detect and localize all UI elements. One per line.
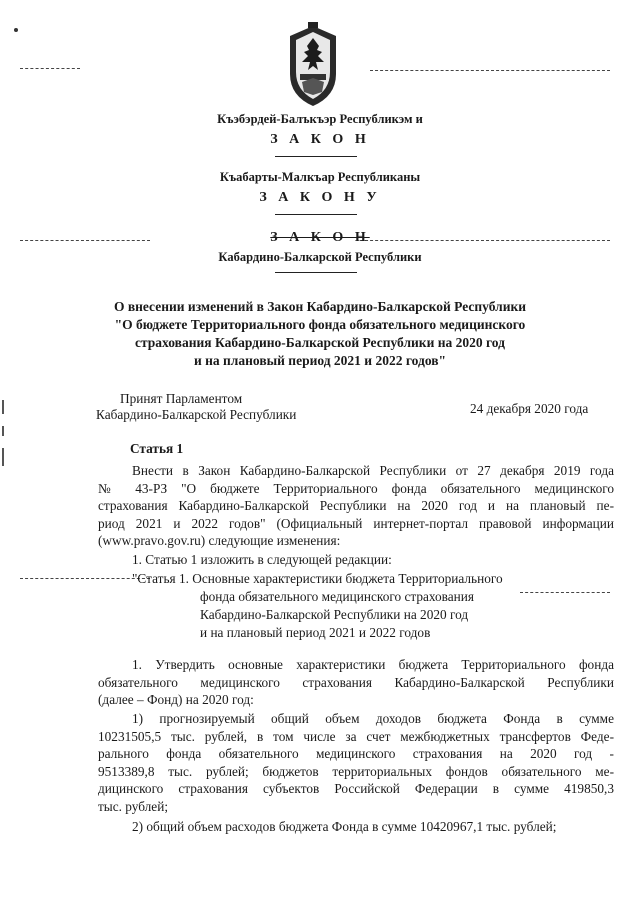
header-kbr-word: З А К О Н	[270, 132, 370, 147]
scan-artifact-mark	[2, 426, 4, 436]
quoted-article-heading-line2: фонда обязательного медицинского страхования	[200, 589, 475, 604]
adoption-date: 24 декабря 2020 года	[470, 401, 589, 416]
header-kbr-line: Къэбэрдей-Балъкъэр Республикэм и	[217, 112, 423, 126]
paragraph-line: обязательного медицинского страхования Кабардино-Балкарской Республики	[98, 674, 614, 690]
article-paragraph-3	[98, 656, 614, 709]
quoted-article-heading-line3: Кабардино-Балкарской Республики на 2020 год	[200, 607, 469, 622]
law-title-line: страхования Кабардино-Балкарской Республики на 2020 год	[134, 335, 506, 350]
paragraph-line: № 43-РЗ "О бюджете Территориального фонда обязательного медицинского	[98, 480, 614, 496]
header-ru-word: З А К О Н	[270, 230, 370, 245]
scan-artifact-line	[20, 578, 150, 579]
article-paragraph-4	[98, 710, 614, 815]
article-heading: Статья 1	[130, 441, 184, 456]
paragraph-line: тыс. рублей;	[98, 798, 169, 814]
header-kb-word: З А К О Н У	[259, 190, 381, 205]
adopted-by-line1: Принят Парламентом	[120, 391, 243, 406]
paragraph-line: Внести в Закон Кабардино-Балкарской Республики от 27 декабря 2019 года	[132, 463, 614, 478]
scan-artifact-mark	[2, 400, 4, 414]
header-divider	[275, 272, 357, 273]
scan-artifact-line	[20, 68, 80, 69]
paragraph-line: 10231505,5 тыс. рублей, в том числе за счет межбюджетных трансфертов Феде-	[98, 728, 614, 744]
header-ru-line: Кабардино-Балкарской Республики	[218, 250, 422, 264]
paragraph-line: (www.pravo.gov.ru) следующие изменения:	[98, 533, 341, 548]
paragraph-line: 1) прогнозируемый общий объем доходов бюджета Фонда в сумме	[132, 711, 614, 726]
scan-artifact-line	[370, 70, 610, 71]
law-title-line: О внесении изменений в Закон Кабардино-Балкарской Республики	[113, 299, 527, 314]
paragraph-line: риод 2021 и 2022 годов" (Официальный интернет-портал правовой информации	[98, 515, 614, 531]
paragraph-line: (далее – Фонд) на 2020 год:	[98, 692, 254, 707]
header-divider	[275, 214, 357, 215]
scan-artifact-line	[520, 592, 610, 593]
coat-of-arms-emblem	[286, 22, 340, 108]
quoted-article-heading-line1: "Статья 1. Основные характеристики бюджета Территориального	[132, 571, 503, 586]
adopted-by-line2: Кабардино-Балкарской Республики	[96, 407, 297, 422]
law-title-line: "О бюджете Территориального фонда обязательного медицинского	[114, 317, 526, 332]
law-title	[0, 298, 640, 370]
scan-artifact-dot	[14, 28, 18, 32]
article-paragraph-5: 2) общий объем расходов бюджета Фонда в сумме 10420967,1 тыс. рублей;	[132, 819, 557, 834]
quoted-article-heading-line4: и на плановый период 2021 и 2022 годов	[200, 625, 431, 640]
paragraph-line: 1. Утвердить основные характеристики бюджета Территориального фонда	[132, 657, 614, 672]
article-paragraph-1	[98, 462, 614, 550]
scan-artifact-mark	[2, 448, 4, 466]
paragraph-line: дицинского страхования субъектов Российской Федерации в сумме 419850,3	[98, 781, 614, 796]
paragraph-line: 9513389,8 тыс. рублей; бюджетов территориальных фондов обязательного ме-	[98, 763, 614, 779]
paragraph-line: страхования Кабардино-Балкарской Республики на 2020 год и на плановый пе-	[98, 498, 614, 513]
article-paragraph-2: 1. Статью 1 изложить в следующей редакции:	[132, 552, 392, 567]
header-kb-line: Къабарты-Малкъар Республиканы	[219, 170, 421, 184]
paragraph-line: рального фонда обязательного медицинского страхования на 2020 год -	[98, 746, 614, 761]
law-title-line: и на плановый период 2021 и 2022 годов"	[193, 353, 447, 368]
header-divider	[275, 156, 357, 157]
